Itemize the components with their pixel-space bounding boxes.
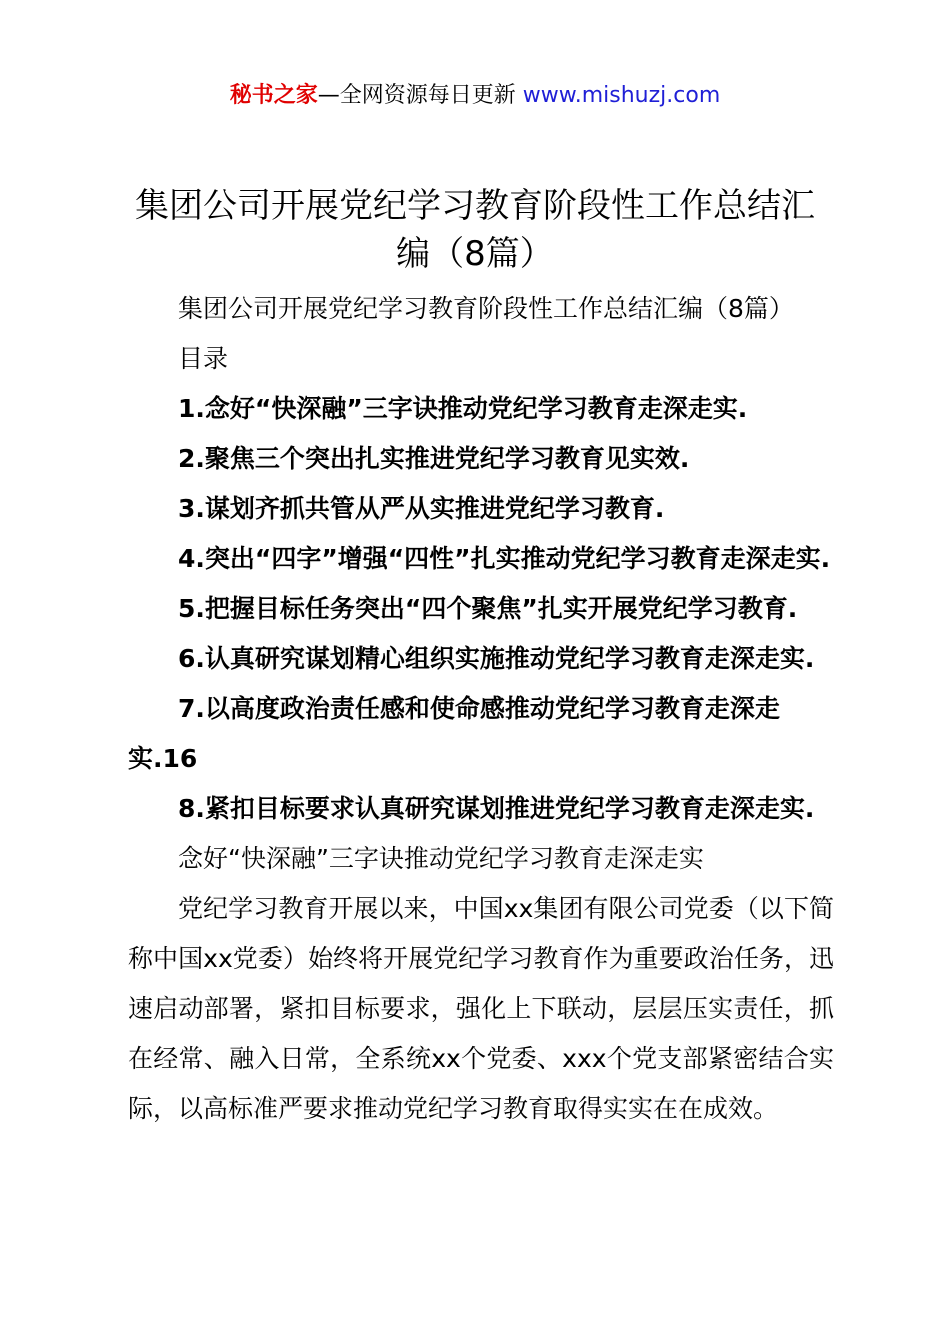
site-tagline: —全网资源每日更新: [317, 83, 523, 108]
toc-item-4[interactable]: 4.突出“四字”增强“四性”扎实推动党纪学习教育走深走实.: [178, 544, 831, 573]
toc-heading: 目录: [178, 344, 229, 373]
site-header: [0, 80, 950, 112]
toc-item-1[interactable]: 1.念好“快深融”三字诀推动党纪学习教育走深走实.: [178, 394, 748, 423]
section-paragraph: 党纪学习教育开展以来，中国xx集团有限公司党委（以下简称中国xx党委）始终将开展党纪学习教育作为重要政治任务，迅速启动部署，紧扣目标要求，强化上下联动，层层压实责任，抓在经常、融入日常，全系统xx个党委、xxx个党支部紧密结合实际，以高标准严要求推动党纪学习教育取得实实在在成效。: [128, 894, 834, 1123]
site-url-link[interactable]: www.mishuzj.com: [522, 83, 721, 108]
document-subtitle: 集团公司开展党纪学习教育阶段性工作总结汇编（8篇）: [178, 294, 794, 323]
document-title: 集团公司开展党纪学习教育阶段性工作总结汇编（8篇）: [135, 186, 815, 274]
toc-item-8[interactable]: 8.紧扣目标要求认真研究谋划推进党纪学习教育走深走实.: [178, 794, 815, 823]
section-heading: 念好“快深融”三字诀推动党纪学习教育走深走实: [178, 844, 704, 873]
toc-item-5[interactable]: 5.把握目标任务突出“四个聚焦”扎实开展党纪学习教育.: [178, 594, 798, 623]
site-brand: 秘书之家: [229, 83, 318, 108]
toc-item-6[interactable]: 6.认真研究谋划精心组织实施推动党纪学习教育走深走实.: [178, 644, 815, 673]
toc-item-7[interactable]: 7.以高度政治责任感和使命感推动党纪学习教育走深走实.16: [128, 694, 780, 773]
document-body: [128, 284, 834, 1134]
toc-item-3[interactable]: 3.谋划齐抓共管从严从实推进党纪学习教育.: [178, 494, 665, 523]
table-of-contents: [128, 384, 834, 834]
toc-item-2[interactable]: 2.聚焦三个突出扎实推进党纪学习教育见实效.: [178, 444, 690, 473]
